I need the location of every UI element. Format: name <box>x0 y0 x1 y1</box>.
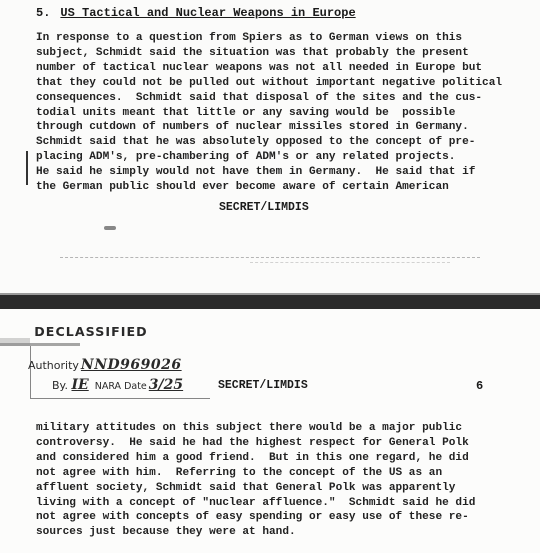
by-value: IE <box>71 377 89 393</box>
body-text-top: In response to a question from Spiers as to German views on this subject, Schmidt said the situation was that probably the present number of tactical nuclear weapons was not all needed in Europe but that they could not be pulled out without important negative political consequences. Schmidt said that disposal of the sites and the cus- todial units meant that little or any saving would be possible through cutdown of numbers of nuclear missiles stored in Germany. Schmidt said that he was absolutely opposed to the concept of pre- placing ADM's, pre-chambering of ADM's or any related projects. He said he simply would not have them in Germany. He said that if the German public should ever become aware of certain American <box>36 32 503 194</box>
section-title: US Tactical and Nuclear Weapons in Europe <box>60 6 356 20</box>
date-value: 3/25 <box>148 377 184 393</box>
declassified-stamp-authority <box>28 357 182 373</box>
authority-label: Authority <box>28 359 79 372</box>
classification-marking-top: SECRET/LIMDIS <box>219 201 309 214</box>
classification-marking-bottom: SECRET/LIMDIS <box>218 379 308 392</box>
nara-date-label: NARA Date <box>94 381 147 392</box>
section-number: 5. <box>36 6 51 20</box>
ink-smudge <box>104 226 116 230</box>
bleed-through-line <box>250 262 450 263</box>
authority-value: NND969026 <box>80 357 182 373</box>
declassified-stamp-by: By. IE NARA Date 3/25 <box>52 377 184 393</box>
section-heading <box>36 6 356 20</box>
bleed-through-line <box>60 257 480 258</box>
page-number: 6 <box>476 379 484 393</box>
margin-mark <box>26 151 28 185</box>
declassified-stamp-title: DECLASSIFIED <box>34 325 148 339</box>
page-separator <box>0 295 540 309</box>
by-label: By <box>52 379 65 392</box>
body-text-bottom: military attitudes on this subject there would be a major public controversy. He said he had the highest respect for General Polk and considered him a good friend. But in this one regard, he did not agree with him. Referring to the concept of the US as an affluent society, Schmidt said that General Polk was apparently living with a concept of "nuclear affluence." Schmidt said he did not agree with concepts of easy spending or easy use of these re- sources just because they were at hand. <box>36 422 476 539</box>
